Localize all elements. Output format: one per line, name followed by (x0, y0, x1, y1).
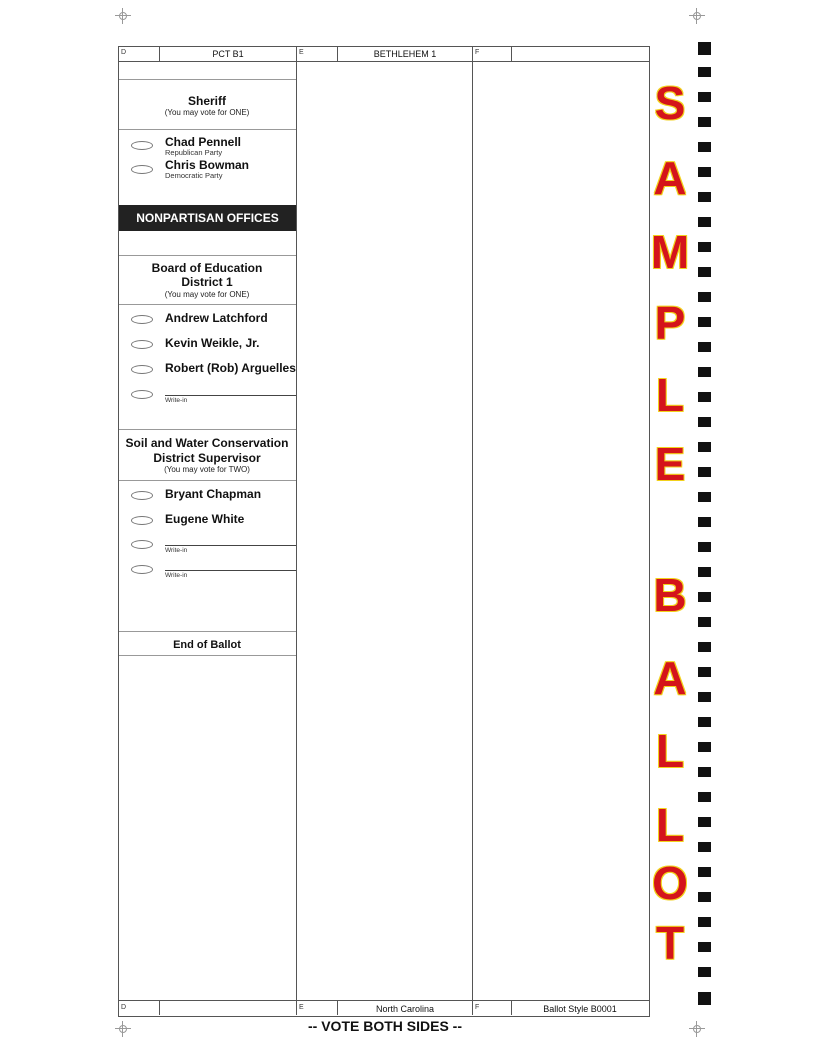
vote-oval-chad-pennell[interactable] (131, 141, 153, 150)
divider-boe-instructions (119, 304, 296, 305)
header-col-e-letter: E (299, 49, 304, 56)
vote-oval-boe-writein[interactable] (131, 390, 153, 399)
timing-mark (698, 942, 711, 952)
footer-col-f-letter: F (475, 1004, 480, 1011)
timing-mark (698, 317, 711, 327)
header-precinct: PCT B1 (212, 49, 244, 59)
timing-mark (698, 342, 711, 352)
timing-mark (698, 42, 711, 55)
vote-oval-soil-writein-2[interactable] (131, 565, 153, 574)
timing-mark (698, 442, 711, 452)
divider-sheriff-instructions (119, 129, 296, 130)
candidate-name: Chris Bowman (165, 158, 250, 172)
column-divider-1 (296, 46, 297, 1015)
header-location: BETHLEHEM 1 (373, 49, 437, 59)
timing-mark (698, 542, 711, 552)
timing-mark (698, 292, 711, 302)
header-col-f-letter: F (475, 49, 480, 56)
timing-mark (698, 217, 711, 227)
sheriff-contest-title: Sheriff (187, 94, 226, 108)
timing-mark (698, 642, 711, 652)
candidate-name: Andrew Latchford (165, 311, 268, 325)
footer-sep-d (159, 1001, 160, 1015)
nonpartisan-offices-header: NONPARTISAN OFFICES (119, 205, 296, 231)
watermark-letter: L (655, 369, 685, 421)
timing-mark (698, 967, 711, 977)
watermark-letter: P (654, 297, 686, 349)
divider-nonpartisan-bottom (119, 255, 296, 256)
timing-mark (698, 467, 711, 477)
timing-mark (698, 417, 711, 427)
candidate-name: Eugene White (165, 512, 245, 526)
timing-mark (698, 142, 711, 152)
vote-oval-robert-arguelles[interactable] (131, 365, 153, 374)
registration-mark-bottom-left (115, 1021, 131, 1037)
timing-mark (698, 667, 711, 677)
candidate-name: Chad Pennell (165, 135, 242, 149)
writein-line[interactable] (165, 545, 296, 546)
footer-col-e-letter: E (299, 1004, 304, 1011)
candidate-name: Robert (Rob) Arguelles (165, 361, 296, 375)
timing-mark (698, 892, 711, 902)
watermark-letter: T (655, 917, 685, 969)
watermark-letter: B (653, 569, 687, 621)
timing-mark (698, 767, 711, 777)
divider-boe-bottom (119, 429, 296, 430)
timing-mark (698, 792, 711, 802)
header-sep-f (511, 47, 512, 61)
writein-line[interactable] (165, 395, 296, 396)
timing-mark (698, 267, 711, 277)
timing-mark (698, 492, 711, 502)
timing-mark (698, 692, 711, 702)
watermark-letter: A (653, 152, 687, 204)
timing-mark (698, 592, 711, 602)
divider-soil-water-instructions (119, 480, 296, 481)
watermark-letter: E (654, 438, 686, 490)
writein-label: Write-in (165, 547, 188, 554)
soil-water-subtitle: District Supervisor (153, 451, 261, 465)
timing-mark (698, 167, 711, 177)
timing-mark (698, 92, 711, 102)
registration-mark-bottom-right (689, 1021, 705, 1037)
board-of-education-instruction: (You may vote for ONE) (164, 290, 250, 299)
soil-water-instruction: (You may vote for TWO) (164, 465, 250, 474)
timing-mark (698, 842, 711, 852)
vote-oval-andrew-latchford[interactable] (131, 315, 153, 324)
timing-mark (698, 367, 711, 377)
timing-mark (698, 117, 711, 127)
divider-sheriff-top (119, 79, 296, 80)
timing-mark (698, 567, 711, 577)
timing-mark (698, 867, 711, 877)
column-divider-2 (472, 46, 473, 1015)
watermark-letter: L (655, 799, 685, 851)
watermark-letter: M (650, 226, 690, 278)
timing-mark (698, 717, 711, 727)
board-of-education-district: District 1 (181, 275, 233, 289)
footer-state: North Carolina (375, 1004, 435, 1014)
registration-mark-top-left (115, 8, 131, 24)
ballot-frame (118, 46, 650, 1017)
registration-mark-top-right (689, 8, 705, 24)
watermark-letter: L (655, 725, 685, 777)
writein-label: Write-in (165, 572, 188, 579)
vote-both-sides-notice: -- VOTE BOTH SIDES -- (308, 1018, 462, 1034)
footer-ballot-style: Ballot Style B0001 (543, 1004, 617, 1014)
timing-mark (698, 617, 711, 627)
candidate-party: Republican Party (165, 148, 223, 157)
writein-line[interactable] (165, 570, 296, 571)
timing-mark (698, 992, 711, 1005)
divider-end-top (119, 631, 296, 632)
watermark-letter: A (653, 652, 687, 704)
header-row-divider (118, 61, 649, 62)
timing-mark (698, 742, 711, 752)
timing-mark (698, 67, 711, 77)
watermark-letter: S (654, 77, 686, 129)
vote-oval-soil-writein-1[interactable] (131, 540, 153, 549)
divider-end-bottom (119, 655, 296, 656)
vote-oval-chris-bowman[interactable] (131, 165, 153, 174)
timing-mark (698, 242, 711, 252)
watermark-letter: O (652, 857, 688, 909)
timing-mark (698, 917, 711, 927)
sheriff-instruction: (You may vote for ONE) (164, 108, 250, 117)
end-of-ballot: End of Ballot (173, 639, 241, 651)
vote-oval-eugene-white[interactable] (131, 516, 153, 525)
timing-mark (698, 817, 711, 827)
vote-oval-bryant-chapman[interactable] (131, 491, 153, 500)
soil-water-title: Soil and Water Conservation (125, 436, 289, 450)
footer-row-divider (118, 1000, 649, 1001)
header-col-d-letter: D (121, 49, 127, 56)
footer-col-d-letter: D (121, 1004, 127, 1011)
vote-oval-kevin-weikle[interactable] (131, 340, 153, 349)
timing-mark (698, 517, 711, 527)
candidate-name: Kevin Weikle, Jr. (165, 336, 260, 350)
writein-label: Write-in (165, 397, 188, 404)
candidate-party: Democratic Party (165, 171, 223, 180)
board-of-education-title: Board of Education (151, 261, 263, 275)
timing-mark (698, 392, 711, 402)
candidate-name: Bryant Chapman (165, 487, 262, 501)
timing-mark (698, 192, 711, 202)
